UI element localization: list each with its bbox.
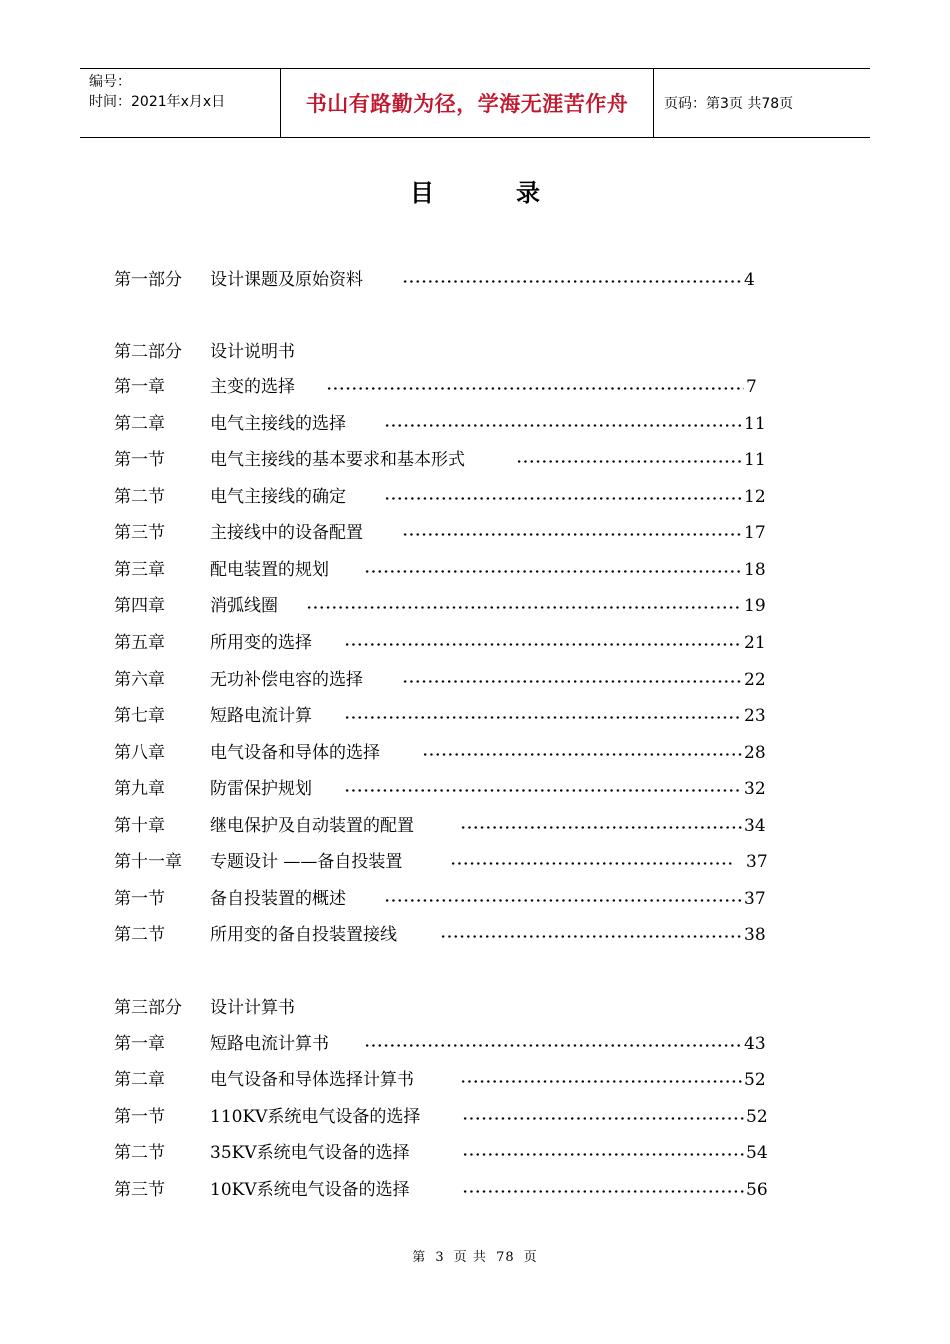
toc-leader-dots xyxy=(306,606,742,609)
toc-page-number: 4 xyxy=(744,270,755,290)
toc-row[interactable] xyxy=(114,483,774,511)
toc-label: 第三节 xyxy=(114,1180,165,1200)
toc-row[interactable] xyxy=(114,739,774,767)
toc-leader-dots xyxy=(402,533,742,536)
toc-label: 第七章 xyxy=(114,706,165,726)
footer-prefix: 第 xyxy=(412,1250,427,1265)
page-header xyxy=(80,68,870,138)
toc-label: 第一节 xyxy=(114,889,165,909)
toc-label: 第一节 xyxy=(114,450,165,470)
toc-row[interactable] xyxy=(114,1176,774,1204)
toc-leader-dots xyxy=(460,826,742,829)
toc-page-number: 43 xyxy=(744,1034,766,1054)
toc-page-number: 34 xyxy=(744,816,766,836)
toc-title: 主变的选择 xyxy=(210,377,295,397)
toc-title: 专题设计 ——备自投装置 xyxy=(210,852,403,872)
toc-page-number: 52 xyxy=(746,1107,768,1127)
toc-leader-dots xyxy=(462,1153,744,1156)
footer-total-pages: 78 xyxy=(496,1250,515,1265)
header-motto: 书山有路勤为径，学海无涯苦作舟 xyxy=(281,69,654,137)
toc-title: 短路电流计算书 xyxy=(210,1034,329,1054)
toc-page-number: 28 xyxy=(744,743,766,763)
toc-row[interactable] xyxy=(114,556,774,584)
toc-leader-dots xyxy=(384,899,742,902)
footer-mid: 页 共 xyxy=(453,1250,487,1265)
toc-title: 电气主接线的确定 xyxy=(210,487,346,507)
toc-page-number: 11 xyxy=(744,450,766,470)
toc-title: 设计计算书 xyxy=(210,998,295,1018)
toc-label: 第二章 xyxy=(114,414,165,434)
toc-label: 第六章 xyxy=(114,670,165,690)
page-title xyxy=(0,176,950,210)
toc-page-number: 56 xyxy=(746,1180,768,1200)
toc-leader-dots xyxy=(450,862,734,865)
toc-title: 短路电流计算 xyxy=(210,706,312,726)
toc-leader-dots xyxy=(344,716,742,719)
toc-row[interactable] xyxy=(114,848,774,876)
toc-leader-dots xyxy=(364,1044,742,1047)
title-char-2: 录 xyxy=(516,178,540,207)
toc-row[interactable] xyxy=(114,1066,774,1094)
toc-page-number: 17 xyxy=(744,523,766,543)
toc-page-number: 19 xyxy=(744,596,766,616)
toc-label: 第三章 xyxy=(114,560,165,580)
toc-title: 35KV系统电气设备的选择 xyxy=(210,1143,410,1163)
document-number-label: 编号： xyxy=(89,74,131,90)
toc-row[interactable] xyxy=(114,373,774,401)
toc-label: 第九章 xyxy=(114,779,165,799)
toc-row[interactable] xyxy=(114,1103,774,1131)
toc-row[interactable] xyxy=(114,1030,774,1058)
toc-label: 第一章 xyxy=(114,1034,165,1054)
page-footer xyxy=(0,1246,950,1265)
toc-page-number: 37 xyxy=(746,852,768,872)
toc-leader-dots xyxy=(344,789,742,792)
toc-page-number: 7 xyxy=(746,377,757,397)
toc-row[interactable] xyxy=(114,410,774,438)
toc-label: 第五章 xyxy=(114,633,165,653)
toc-title: 电气主接线的基本要求和基本形式 xyxy=(210,450,465,470)
toc-title: 设计课题及原始资料 xyxy=(210,270,363,290)
toc-title: 继电保护及自动装置的配置 xyxy=(210,816,414,836)
toc-row[interactable] xyxy=(114,702,774,730)
toc-label: 第三节 xyxy=(114,523,165,543)
toc-label: 第二节 xyxy=(114,487,165,507)
toc-leader-dots xyxy=(422,753,742,756)
toc-page-number: 54 xyxy=(746,1143,768,1163)
toc-page-number: 12 xyxy=(744,487,766,507)
toc-leader-dots xyxy=(326,387,744,390)
toc-leader-dots xyxy=(462,1117,744,1120)
toc-leader-dots xyxy=(402,680,742,683)
toc-row[interactable] xyxy=(114,921,774,949)
toc-leader-dots xyxy=(364,570,742,573)
toc-title: 电气设备和导体选择计算书 xyxy=(210,1070,414,1090)
header-page-info: 页码：第3页 共78页 xyxy=(664,96,794,112)
toc-page-number: 23 xyxy=(744,706,766,726)
toc-label: 第八章 xyxy=(114,743,165,763)
toc-label: 第一节 xyxy=(114,1107,165,1127)
header-meta xyxy=(80,69,281,137)
toc-label: 第二部分 xyxy=(114,342,182,362)
toc-row[interactable] xyxy=(114,266,774,294)
toc-label: 第三部分 xyxy=(114,998,182,1018)
title-char-1: 目 xyxy=(410,178,434,207)
toc-leader-dots xyxy=(460,1080,742,1083)
toc-label: 第一章 xyxy=(114,377,165,397)
toc-label: 第二节 xyxy=(114,1143,165,1163)
toc-label: 第四章 xyxy=(114,596,165,616)
toc-label: 第一部分 xyxy=(114,270,182,290)
toc-page-number: 11 xyxy=(744,414,766,434)
toc-row[interactable] xyxy=(114,812,774,840)
toc-leader-dots xyxy=(516,460,742,463)
toc-label: 第十章 xyxy=(114,816,165,836)
toc-page-number: 22 xyxy=(744,670,766,690)
toc-leader-dots xyxy=(384,424,742,427)
toc-title: 无功补偿电容的选择 xyxy=(210,670,363,690)
toc-title: 110KV系统电气设备的选择 xyxy=(210,1107,421,1127)
toc-row[interactable] xyxy=(114,666,774,694)
toc-title: 主接线中的设备配置 xyxy=(210,523,363,543)
toc-row[interactable] xyxy=(114,885,774,913)
toc-leader-dots xyxy=(402,280,742,283)
toc-page-number: 21 xyxy=(744,633,766,653)
toc-title: 消弧线圈 xyxy=(210,596,278,616)
toc-title: 10KV系统电气设备的选择 xyxy=(210,1180,410,1200)
toc-row[interactable] xyxy=(114,629,774,657)
toc-page-number: 32 xyxy=(744,779,766,799)
toc-leader-dots xyxy=(384,497,742,500)
toc-row[interactable] xyxy=(114,994,774,1022)
toc-row[interactable] xyxy=(114,446,774,474)
toc-title: 配电装置的规划 xyxy=(210,560,329,580)
toc-title: 备自投装置的概述 xyxy=(210,889,346,909)
toc-page-number: 37 xyxy=(744,889,766,909)
toc-title: 设计说明书 xyxy=(210,342,295,362)
toc-leader-dots xyxy=(344,643,742,646)
toc-row[interactable] xyxy=(114,1139,774,1167)
toc-label: 第二章 xyxy=(114,1070,165,1090)
toc-title: 所用变的备自投装置接线 xyxy=(210,925,397,945)
toc-title: 电气主接线的选择 xyxy=(210,414,346,434)
toc-label: 第二节 xyxy=(114,925,165,945)
toc-row[interactable] xyxy=(114,338,774,366)
toc-page-number: 52 xyxy=(744,1070,766,1090)
toc-label: 第十一章 xyxy=(114,852,182,872)
toc-title: 防雷保护规划 xyxy=(210,779,312,799)
footer-current-page: 3 xyxy=(435,1250,445,1265)
toc-title: 电气设备和导体的选择 xyxy=(210,743,380,763)
toc-row[interactable] xyxy=(114,592,774,620)
toc-leader-dots xyxy=(440,935,742,938)
toc-title: 所用变的选择 xyxy=(210,633,312,653)
document-time-label: 时间：2021年x月x日 xyxy=(89,94,226,110)
footer-suffix: 页 xyxy=(523,1250,538,1265)
toc-leader-dots xyxy=(462,1190,744,1193)
toc-row[interactable] xyxy=(114,519,774,547)
toc-row[interactable] xyxy=(114,775,774,803)
toc-page-number: 38 xyxy=(744,925,766,945)
toc-page-number: 18 xyxy=(744,560,766,580)
